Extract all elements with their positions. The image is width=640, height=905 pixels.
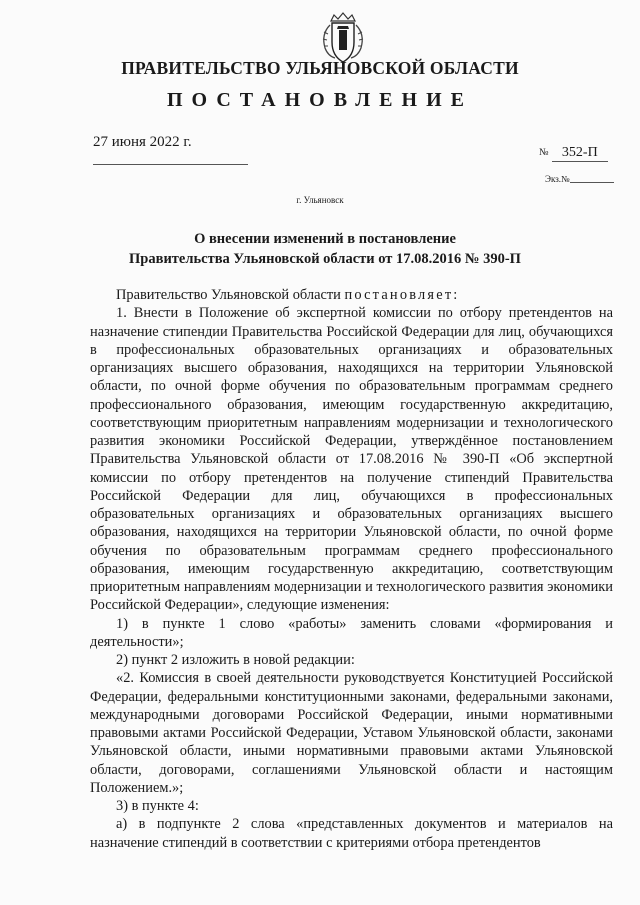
city: г. Ульяновск [296, 195, 344, 205]
copy-number [545, 174, 614, 184]
number-value: 352-П [552, 145, 608, 162]
body-paragraph: 3) в пункте 4: [116, 798, 199, 814]
government-title: ПРАВИТЕЛЬСТВО УЛЬЯНОВСКОЙ ОБЛАСТИ [121, 58, 519, 78]
number-sign: № [539, 147, 549, 158]
body-paragraph: 1) в пункте 1 слово «работы» заменить словами «формирования и деятельности»; [90, 615, 613, 650]
document-number [539, 144, 608, 162]
subject-line: Правительства Ульяновской области от 17.08.2016 № 390-П [129, 251, 521, 267]
body-paragraph: 2) пункт 2 изложить в новой редакции: [116, 652, 355, 668]
body-paragraph: а) в подпункте 2 слова «представленных документов и материалов на назначение стипендий в соответствии с критериями отбора претендентов [90, 816, 613, 851]
copy-label: Экз.№ [545, 174, 570, 184]
intro-paragraph [90, 286, 613, 304]
document-type-title: ПОСТАНОВЛЕНИЕ [167, 89, 473, 111]
document-subject [90, 229, 560, 269]
subject-line: О внесении изменений в постановление [194, 231, 456, 247]
intro-text: Правительство Ульяновской области [116, 287, 345, 303]
body-paragraph: 1. Внести в Положение об экспертной комиссии по отбору претендентов на назначение стипендии Правительства Российской Федерации для лиц, обучающихся в профессиональных образовательных организациях и образовательных организациях высшего образования, находящихся на территории Ульяновской области, по очной форме обучения по образовательным программам среднего профессионального образования, имеющим государственную аккредитацию, соответствующим приоритетным направлениям модернизации и технологического развития экономики Российской Федерации, утверждённое постановлением Правительства Ульяновской области от 17.08.2016 № 390-П «Об экспертной комиссии по отбору претендентов на получение стипендий Правительства Российской Федерации для лиц, обучающихся в профессиональных образовательных организациях и образовательных организациях высшего образования, находящихся на территории Ульяновской области, по очной форме обучения по образовательным программам среднего профессионального образования, имеющим государственную аккредитацию, соответствующим приоритетным направлениям модернизации и технологического развития экономики Российской Федерации», следующие изменения: [90, 305, 613, 614]
document-body [90, 286, 613, 852]
body-paragraph: «2. Комиссия в своей деятельности руководствуется Конституцией Российской Федерации, федеральными конституционными законами, федеральными законами, международными договорами Российской Федерации, иными нормативными правовыми актами Российской Федерации, Уставом Ульяновской области, законами Ульяновской области, иными нормативными правовыми актами Ульяновской области, договорами, соглашениями Ульяновской области и настоящим Положением.»; [90, 670, 613, 796]
document-date: 27 июня 2022 г. [93, 134, 192, 150]
ulyanovsk-coat-of-arms-icon [320, 12, 366, 64]
intro-resolves: постановляет: [344, 287, 460, 303]
copy-underline [570, 182, 614, 183]
date-underline [93, 164, 248, 165]
